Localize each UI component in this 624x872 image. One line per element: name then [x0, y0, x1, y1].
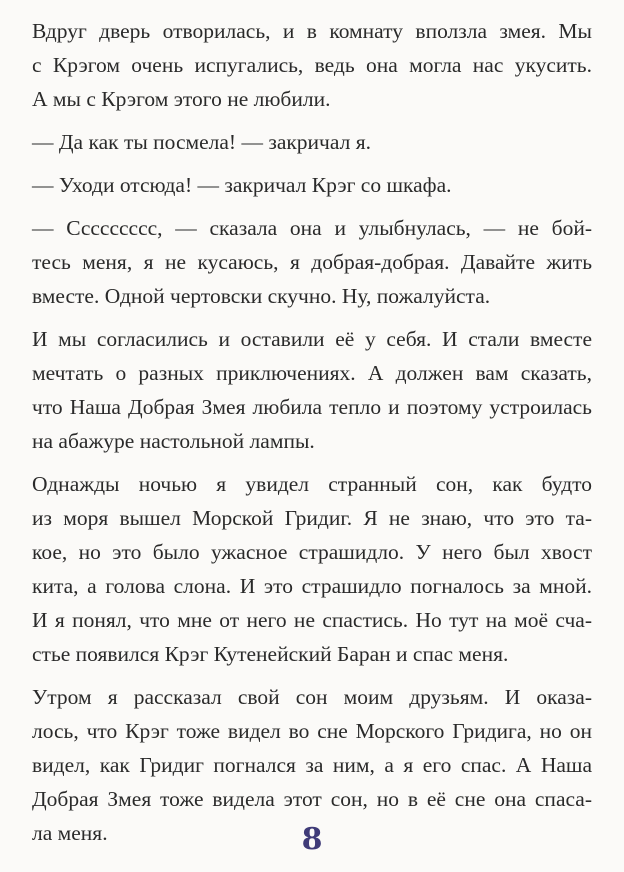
text-line: ла меня.: [32, 821, 108, 845]
text-line: тесь меня, я не кусаюсь, я добрая-добрая. Давайте жить: [32, 250, 592, 274]
text-line: — Уходи отсюда! — закричал Крэг со шкафа.: [32, 173, 452, 197]
paragraph-2: [32, 125, 592, 159]
paragraph-5: [32, 322, 592, 458]
text-line: А мы с Крэгом этого не любили.: [32, 87, 331, 111]
page-body: [32, 14, 592, 859]
text-line: Вдруг дверь отворилась, и в комнату вползла змея. Мы: [32, 19, 592, 43]
text-line: Утром я рассказал свой сон моим друзьям. И оказа-: [32, 685, 592, 709]
paragraph-4: [32, 211, 592, 313]
paragraph-3: [32, 168, 592, 202]
text-line: Добрая Змея тоже видела этот сон, но в её сне она спаса-: [32, 787, 592, 811]
text-line: что Наша Добрая Змея любила тепло и поэтому устроилась: [32, 395, 592, 419]
text-line: на абажуре настольной лампы.: [32, 429, 315, 453]
text-line: видел, как Гридиг погнался за ним, а я его спас. А Наша: [32, 753, 592, 777]
text-line: кита, а голова слона. И это страшидло погналось за мной.: [32, 574, 592, 598]
text-line: с Крэгом очень испугались, ведь она могла нас укусить.: [32, 53, 592, 77]
text-line: вместе. Одной чертовски скучно. Ну, пожалуйста.: [32, 284, 491, 308]
text-line: — Ссссссссс, — сказала она и улыбнулась, — не бой-: [32, 216, 592, 240]
page-number: 8: [301, 822, 323, 857]
text-line: кое, но это было ужасное страшидло. У него был хвост: [32, 540, 592, 564]
text-line: мечтать о разных приключениях. А должен вам сказать,: [32, 361, 592, 385]
text-line: стье появился Крэг Кутенейский Баран и спас меня.: [32, 642, 509, 666]
text-line: И мы согласились и оставили её у себя. И стали вместе: [32, 327, 592, 351]
text-line: — Да как ты посмела! — закричал я.: [32, 130, 371, 154]
paragraph-1: [32, 14, 592, 116]
paragraph-6: [32, 467, 592, 671]
text-line: из моря вышел Морской Гридиг. Я не знаю, что это та-: [32, 506, 592, 530]
text-line: лось, что Крэг тоже видел во сне Морского Гридига, но он: [32, 719, 592, 743]
text-line: Однажды ночью я увидел странный сон, как будто: [32, 472, 592, 496]
text-line: И я понял, что мне от него не спастись. Но тут на моё сча-: [32, 608, 592, 632]
